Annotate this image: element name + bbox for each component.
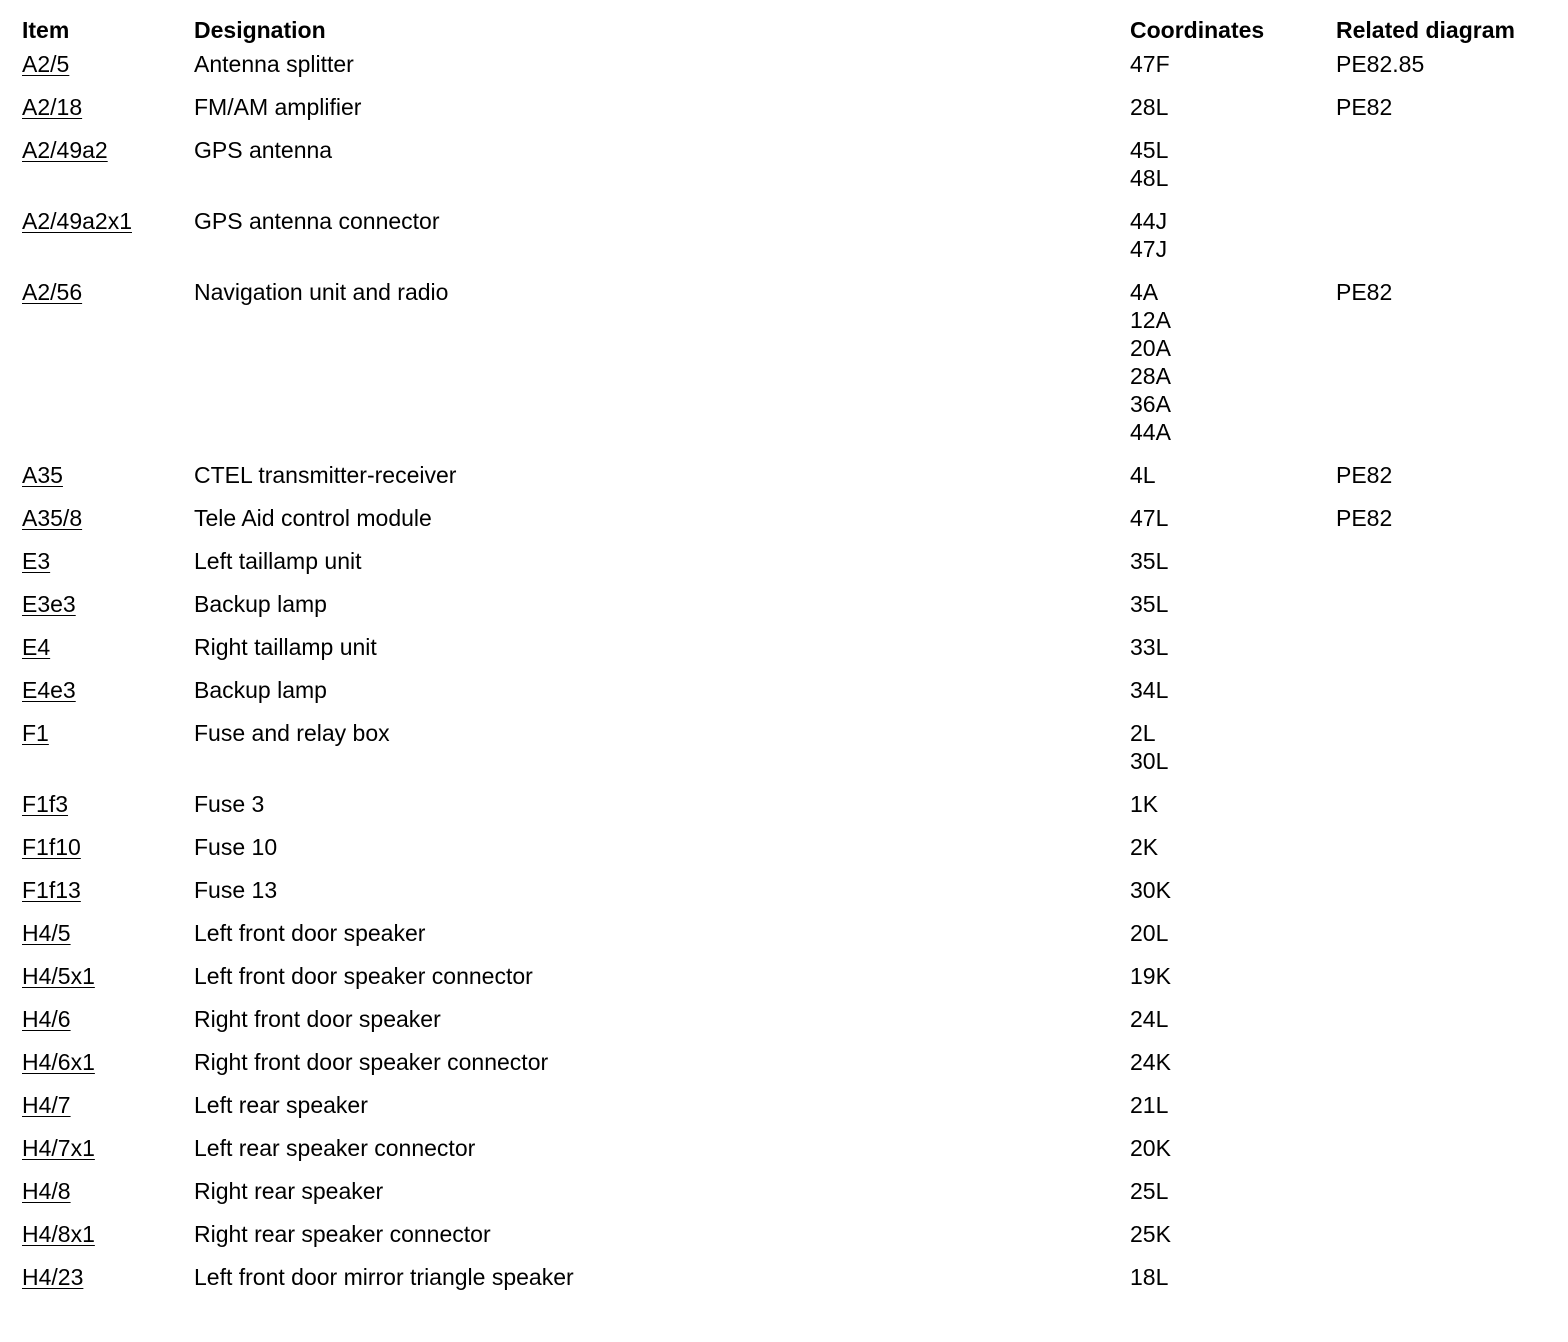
coordinates-cell xyxy=(1130,633,1168,661)
header-designation: Designation xyxy=(194,17,326,43)
coordinates-cell xyxy=(1130,504,1168,532)
designation-cell: Left front door mirror triangle speaker xyxy=(194,1264,574,1290)
header-coordinates: Coordinates xyxy=(1130,17,1265,43)
coordinate-value: 45L xyxy=(1130,137,1169,163)
coordinate-value: 24L xyxy=(1130,1006,1169,1032)
table-row xyxy=(0,633,1568,676)
item-link[interactable]: E3e3 xyxy=(22,591,76,617)
table-row xyxy=(0,790,1568,833)
coordinates-cell xyxy=(1130,1091,1168,1119)
item-link[interactable]: A2/5 xyxy=(22,51,70,77)
item-cell xyxy=(22,1134,95,1162)
table-row xyxy=(0,50,1568,93)
item-link[interactable]: A2/56 xyxy=(22,279,83,305)
coordinates-cell xyxy=(1130,833,1158,861)
coordinate-value: 4A xyxy=(1130,279,1159,305)
coordinate-value: 47F xyxy=(1130,51,1170,77)
coordinates-cell xyxy=(1130,676,1168,704)
item-cell xyxy=(22,833,81,861)
item-cell xyxy=(22,876,81,904)
table-row xyxy=(0,676,1568,719)
related-diagram-cell: PE82 xyxy=(1336,505,1393,531)
designation-cell: Left front door speaker connector xyxy=(194,963,533,989)
designation-cell: Right front door speaker connector xyxy=(194,1049,549,1075)
coordinates-cell xyxy=(1130,919,1168,947)
coordinate-value: 30K xyxy=(1130,877,1171,903)
table-row xyxy=(0,876,1568,919)
related-diagram-cell: PE82 xyxy=(1336,279,1393,305)
designation-cell: Left rear speaker connector xyxy=(194,1135,476,1161)
coordinate-value: 44A xyxy=(1130,419,1171,445)
coordinates-cell xyxy=(1130,790,1158,818)
coordinate-value: 21L xyxy=(1130,1092,1169,1118)
designation-cell: GPS antenna xyxy=(194,137,333,163)
table-row xyxy=(0,1263,1568,1306)
item-link[interactable]: A2/49a2 xyxy=(22,137,108,163)
coordinate-value: 19K xyxy=(1130,963,1171,989)
designation-cell: Right rear speaker connector xyxy=(194,1221,491,1247)
designation-cell: Left rear speaker xyxy=(194,1092,368,1118)
header-item: Item xyxy=(22,17,70,43)
table-row xyxy=(0,590,1568,633)
item-cell xyxy=(22,1177,71,1205)
header-related-diagram: Related diagram xyxy=(1336,17,1515,43)
designation-cell: FM/AM amplifier xyxy=(194,94,362,120)
table-row xyxy=(0,962,1568,1005)
designation-cell: Left taillamp unit xyxy=(194,548,362,574)
designation-cell: Left front door speaker xyxy=(194,920,426,946)
item-cell xyxy=(22,461,63,489)
designation-cell: Fuse 3 xyxy=(194,791,265,817)
item-link[interactable]: H4/8x1 xyxy=(22,1221,95,1247)
item-cell xyxy=(22,790,68,818)
item-cell xyxy=(22,1091,71,1119)
coordinate-value: 47L xyxy=(1130,505,1169,531)
item-link[interactable]: A2/18 xyxy=(22,94,83,120)
coordinates-cell xyxy=(1130,1263,1168,1291)
item-cell xyxy=(22,207,132,235)
table-row xyxy=(0,719,1568,790)
coordinates-cell xyxy=(1130,876,1171,904)
item-cell xyxy=(22,1263,83,1291)
item-link[interactable]: H4/5 xyxy=(22,920,71,946)
coordinates-cell xyxy=(1130,207,1167,263)
coordinate-value: 33L xyxy=(1130,634,1169,660)
item-cell xyxy=(22,919,71,947)
table-row xyxy=(0,278,1568,461)
item-link[interactable]: F1 xyxy=(22,720,49,746)
designation-cell: GPS antenna connector xyxy=(194,208,440,234)
table-row xyxy=(0,93,1568,136)
designation-cell: Navigation unit and radio xyxy=(194,279,449,305)
item-cell xyxy=(22,50,69,78)
coordinate-value: 44J xyxy=(1130,208,1168,234)
coordinate-value: 24K xyxy=(1130,1049,1171,1075)
item-link[interactable]: H4/6x1 xyxy=(22,1049,95,1075)
coordinate-value: 48L xyxy=(1130,165,1169,191)
coordinate-value: 28A xyxy=(1130,363,1171,389)
item-cell xyxy=(22,719,49,747)
coordinates-cell xyxy=(1130,1220,1171,1248)
designation-cell: Right front door speaker xyxy=(194,1006,441,1032)
coordinate-value: 28L xyxy=(1130,94,1169,120)
item-cell xyxy=(22,590,76,618)
coordinates-cell xyxy=(1130,547,1168,575)
table-row xyxy=(0,547,1568,590)
item-link[interactable]: E4 xyxy=(22,634,51,660)
item-cell xyxy=(22,547,50,575)
table-row xyxy=(0,1005,1568,1048)
related-diagram-cell: PE82 xyxy=(1336,462,1393,488)
table-row xyxy=(0,1177,1568,1220)
designation-cell: Backup lamp xyxy=(194,591,327,617)
item-cell xyxy=(22,1220,95,1248)
table-row xyxy=(0,207,1568,278)
item-link[interactable]: F1f10 xyxy=(22,834,81,860)
coordinate-value: 35L xyxy=(1130,591,1169,617)
item-link[interactable]: E4e3 xyxy=(22,677,76,703)
designation-cell: Right rear speaker xyxy=(194,1178,384,1204)
coordinate-value: 20L xyxy=(1130,920,1169,946)
coordinate-value: 4L xyxy=(1130,462,1156,488)
table-row xyxy=(0,461,1568,504)
item-link[interactable]: H4/6 xyxy=(22,1006,71,1032)
designation-cell: Fuse 10 xyxy=(194,834,278,860)
coordinates-cell xyxy=(1130,719,1168,775)
item-cell xyxy=(22,1005,71,1033)
coordinate-value: 34L xyxy=(1130,677,1169,703)
coordinate-value: 25L xyxy=(1130,1178,1169,1204)
table-row xyxy=(0,919,1568,962)
coordinates-cell xyxy=(1130,1048,1171,1076)
designation-cell: Backup lamp xyxy=(194,677,327,703)
related-diagram-cell: PE82 xyxy=(1336,94,1393,120)
coordinates-cell xyxy=(1130,461,1156,489)
table-body xyxy=(0,50,1568,1306)
item-cell xyxy=(22,136,108,164)
coordinate-value: 36A xyxy=(1130,391,1171,417)
table-row xyxy=(0,136,1568,207)
coordinates-cell xyxy=(1130,1177,1168,1205)
coordinate-value: 25K xyxy=(1130,1221,1171,1247)
coordinates-cell xyxy=(1130,1005,1168,1033)
coordinates-cell xyxy=(1130,962,1171,990)
item-link[interactable]: E3 xyxy=(22,548,51,574)
item-cell xyxy=(22,504,82,532)
designation-cell: Right taillamp unit xyxy=(194,634,377,660)
coordinate-value: 2L xyxy=(1130,720,1156,746)
table-row xyxy=(0,1048,1568,1091)
item-cell xyxy=(22,1048,95,1076)
coordinate-value: 1K xyxy=(1130,791,1159,817)
coordinates-cell xyxy=(1130,590,1168,618)
item-cell xyxy=(22,676,76,704)
item-link[interactable]: F1f3 xyxy=(22,791,69,817)
item-link[interactable]: H4/5x1 xyxy=(22,963,95,989)
item-link[interactable]: H4/7x1 xyxy=(22,1135,95,1161)
table-row xyxy=(0,833,1568,876)
table-row xyxy=(0,1220,1568,1263)
item-cell xyxy=(22,93,82,121)
item-link[interactable]: A2/49a2x1 xyxy=(22,208,132,234)
table-header xyxy=(0,0,1568,50)
table-row xyxy=(0,1091,1568,1134)
item-cell xyxy=(22,633,50,661)
item-cell xyxy=(22,962,95,990)
coordinates-cell xyxy=(1130,136,1168,192)
item-link[interactable]: H4/23 xyxy=(22,1264,84,1290)
coordinate-value: 30L xyxy=(1130,748,1169,774)
designation-cell: CTEL transmitter-receiver xyxy=(194,462,457,488)
designation-cell: Fuse and relay box xyxy=(194,720,390,746)
coordinates-cell xyxy=(1130,50,1170,78)
coordinates-cell xyxy=(1130,93,1168,121)
item-cell xyxy=(22,278,82,306)
coordinate-value: 2K xyxy=(1130,834,1159,860)
coordinates-cell xyxy=(1130,278,1171,446)
item-link[interactable]: A35/8 xyxy=(22,505,83,531)
coordinates-cell xyxy=(1130,1134,1171,1162)
item-link[interactable]: H4/7 xyxy=(22,1092,71,1118)
coordinate-value: 12A xyxy=(1130,307,1171,333)
item-link[interactable]: H4/8 xyxy=(22,1178,71,1204)
designation-cell: Antenna splitter xyxy=(194,51,354,77)
coordinate-value: 47J xyxy=(1130,236,1168,262)
item-link[interactable]: F1f13 xyxy=(22,877,81,903)
coordinate-value: 20A xyxy=(1130,335,1171,361)
designation-cell: Fuse 13 xyxy=(194,877,278,903)
table-row xyxy=(0,504,1568,547)
coordinate-value: 35L xyxy=(1130,548,1169,574)
related-diagram-cell: PE82.85 xyxy=(1336,51,1425,77)
designation-cell: Tele Aid control module xyxy=(194,505,432,531)
item-link[interactable]: A35 xyxy=(22,462,63,488)
coordinate-value: 18L xyxy=(1130,1264,1169,1290)
table-row xyxy=(0,1134,1568,1177)
coordinate-value: 20K xyxy=(1130,1135,1171,1161)
